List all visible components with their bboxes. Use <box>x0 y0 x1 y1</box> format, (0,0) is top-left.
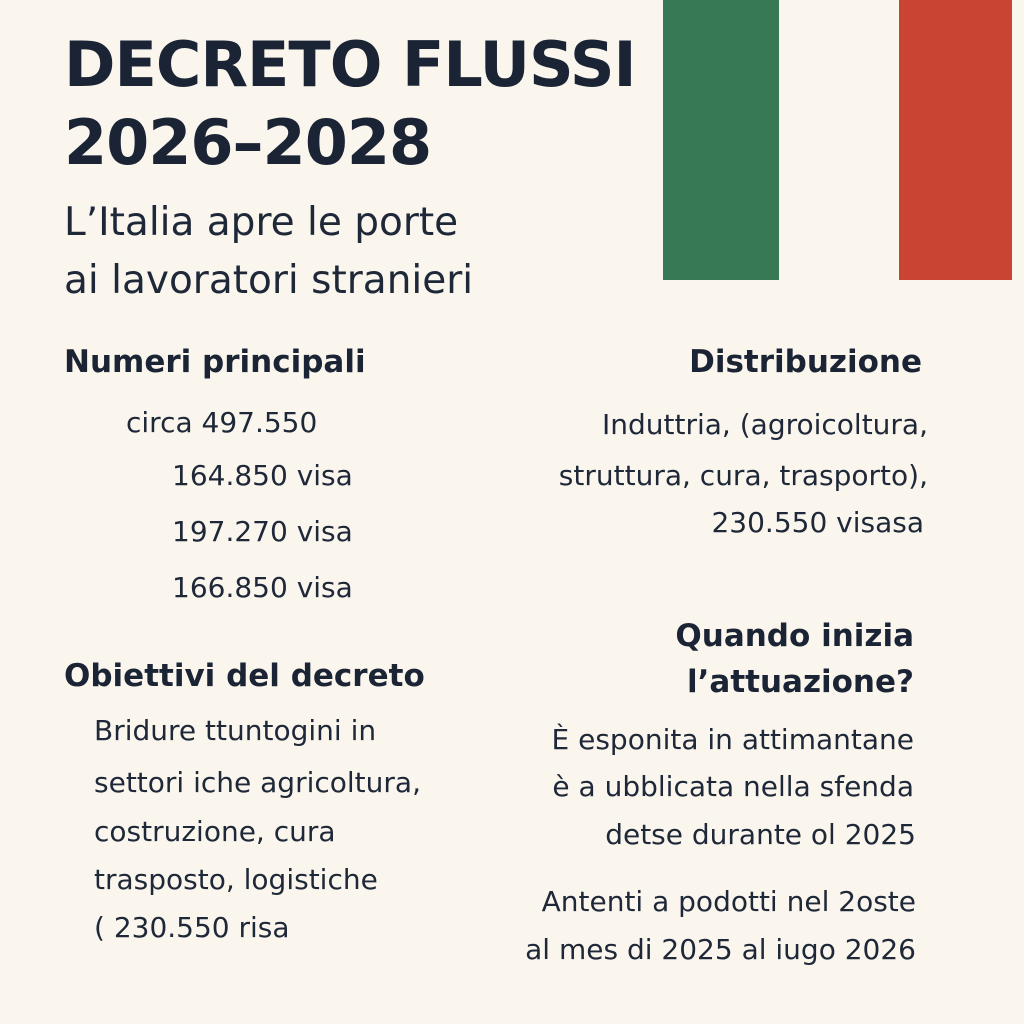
attuazione-heading-line-2: l’attuazione? <box>687 664 914 700</box>
obiettivi-line: settori iche agricoltura, <box>94 766 421 799</box>
obiettivi-line: trasposto, logistiche <box>94 863 378 896</box>
obiettivi-line: Bridure ttuntogini in <box>94 714 377 747</box>
attuazione-heading-line-1: Quando inizia <box>675 618 914 654</box>
distribuzione-line: Induttria, (agroicoltura, <box>602 408 928 441</box>
numeri-item: 166.850 visa <box>172 571 353 604</box>
obiettivi-line: costruzione, cura <box>94 815 336 848</box>
attuazione-line: È esponita in attimantane <box>551 723 914 756</box>
numeri-item: 197.270 visa <box>172 515 353 548</box>
subtitle <box>64 194 644 310</box>
attuazione-line: Antenti a podotti nel 2oste <box>541 885 916 918</box>
title-line-2: 2026–2028 <box>64 106 432 179</box>
attuazione-line: detse durante ol 2025 <box>605 818 916 851</box>
title-line-1: DECRETO FLUSSI <box>64 28 636 101</box>
subtitle-line-1: L’Italia apre le porte <box>64 200 459 245</box>
obiettivi-heading: Obiettivi del decreto <box>64 658 425 694</box>
attuazione-line: è a ubblicata nella sfenda <box>552 770 914 803</box>
numeri-heading: Numeri principali <box>64 344 366 380</box>
numeri-item: 164.850 visa <box>172 459 353 492</box>
distribuzione-line: struttura, cura, trasporto), <box>558 459 928 492</box>
flag-red-stripe <box>899 0 1012 280</box>
numeri-item: circa 497.550 <box>126 406 318 439</box>
flag-green-stripe <box>663 0 779 280</box>
attuazione-line: al mes di 2025 al iugo 2026 <box>525 933 916 966</box>
subtitle-line-2: ai lavoratori stranieri <box>64 258 474 303</box>
obiettivi-line: ( 230.550 risa <box>94 911 290 944</box>
page-title <box>64 26 664 182</box>
distribuzione-heading: Distribuzione <box>689 344 922 380</box>
distribuzione-line: 230.550 visasa <box>711 506 924 539</box>
